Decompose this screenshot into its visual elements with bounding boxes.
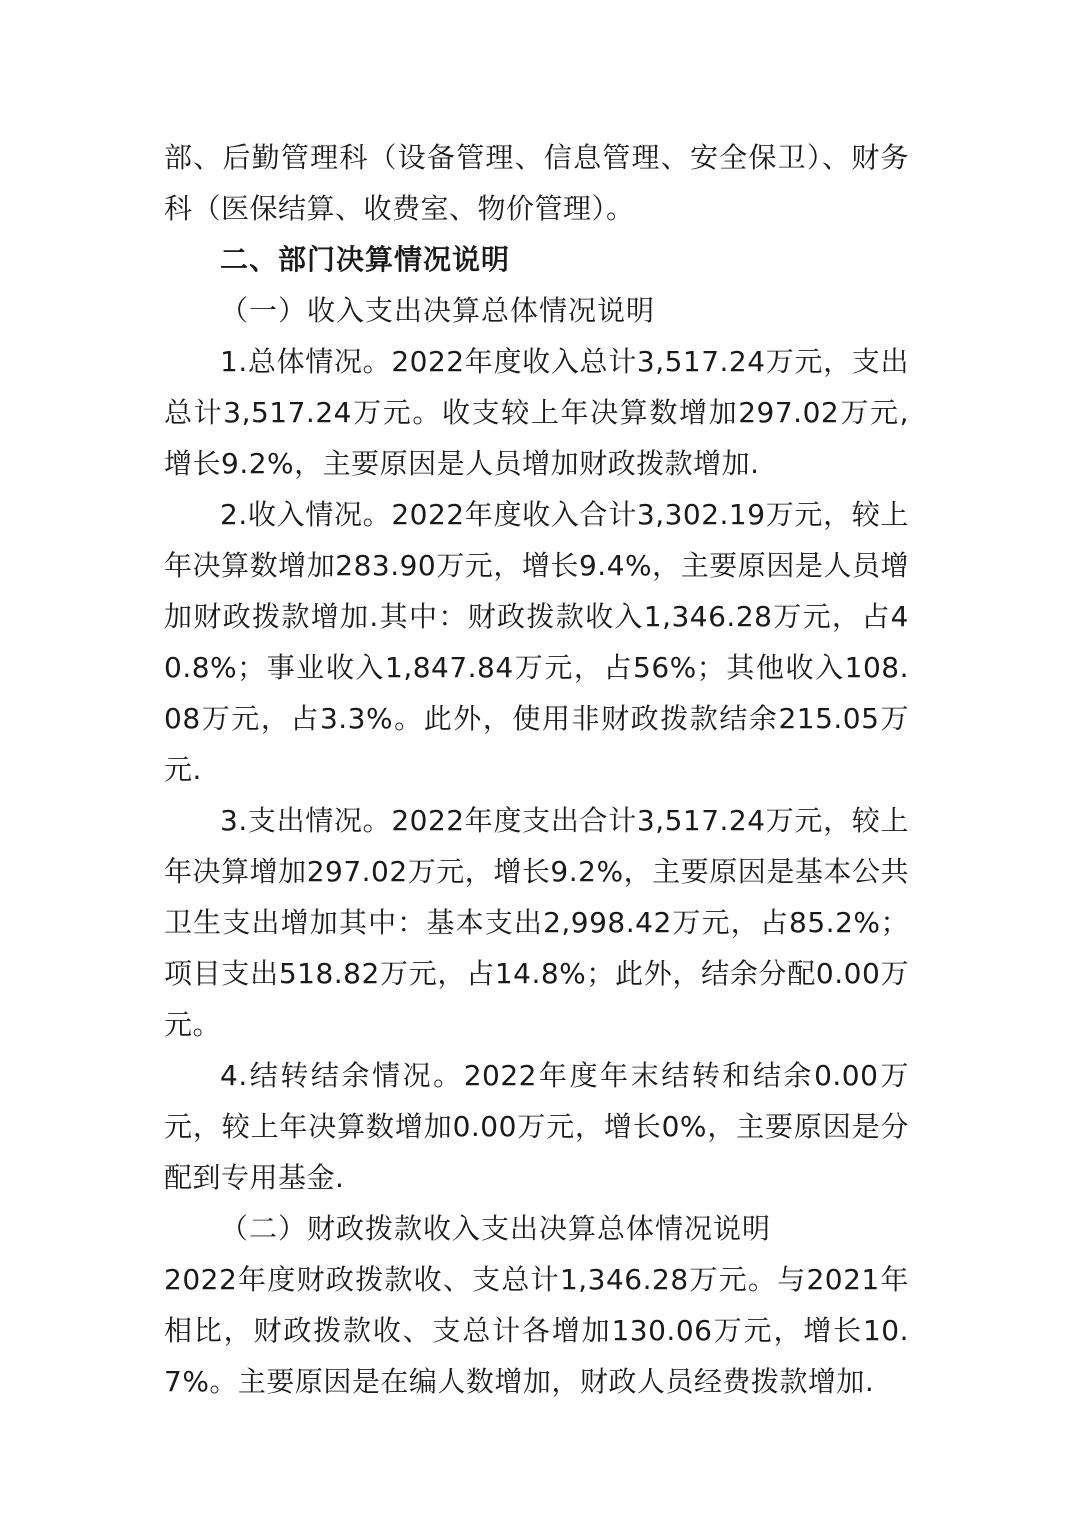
document-page xyxy=(164,132,909,1407)
intro-paragraph: 部、后勤管理科（设备管理、信息管理、安全保卫）、财务科（医保结算、收费室、物价管理）。 xyxy=(164,141,909,225)
section-heading-department-accounts: 二、部门决算情况说明 xyxy=(220,243,511,276)
subheading-fiscal-appropriation-overview: （二）财政拨款收入支出决算总体情况说明 xyxy=(220,1212,772,1245)
subheading-income-expense-overview: （一）收入支出决算总体情况说明 xyxy=(220,294,656,327)
paragraph-overall-situation: 1.总体情况。2022年度收入总计3,517.24万元，支出总计3,517.24万元。收支较上年决算数增加297.02万元,增长9.2%，主要原因是人员增加财政拨款增加. xyxy=(164,345,909,480)
paragraph-carryover-balance: 4.结转结余情况。2022年度年末结转和结余0.00万元，较上年决算数增加0.00万元，增长0%，主要原因是分配到专用基金. xyxy=(164,1059,909,1194)
paragraph-income-situation: 2.收入情况。2022年度收入合计3,302.19万元，较上年决算数增加283.90万元，增长9.4%，主要原因是人员增加财政拨款增加.其中：财政拨款收入1,346.28万元，占40.8%；事业收入1,847.84万元，占56%；其他收入108.08万元，占3.3%。此外，使用非财政拨款结余215.05万元. xyxy=(164,498,909,786)
paragraph-fiscal-appropriation: 2022年度财政拨款收、支总计1,346.28万元。与2021年相比，财政拨款收、支总计各增加130.06万元，增长10.7%。主要原因是在编人数增加，财政人员经费拨款增加. xyxy=(164,1263,909,1398)
paragraph-expense-situation: 3.支出情况。2022年度支出合计3,517.24万元，较上年决算增加297.02万元，增长9.2%，主要原因是基本公共卫生支出增加其中：基本支出2,998.42万元，占85.2%；项目支出518.82万元，占14.8%；此外，结余分配0.00万元。 xyxy=(164,804,909,1041)
